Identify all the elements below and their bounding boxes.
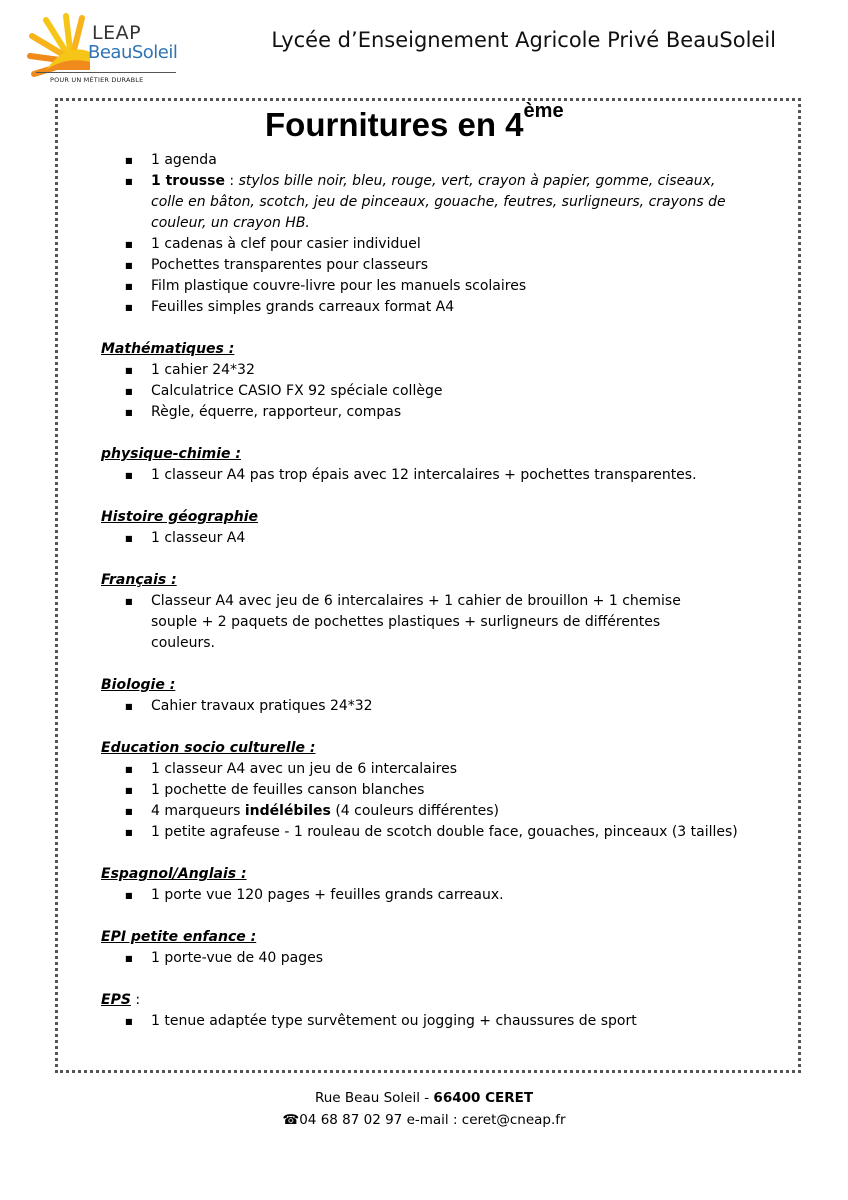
list-item-trousse <box>101 171 761 234</box>
francais-list <box>101 591 761 654</box>
footer-contact <box>0 1112 848 1128</box>
contact-line: 04 68 87 02 97 e-mail : ceret@cneap.fr <box>299 1112 566 1128</box>
section-title-langues: Espagnol/Anglais : <box>101 866 247 882</box>
trousse-contents: stylos bille noir, bleu, rouge, vert, crayon à papier, gomme, ciseaux, colle en bâton, scotch, jeu de pinceaux, gouache, feutres, surligneurs, crayons de couleur, un crayon HB. <box>151 173 726 231</box>
list-item: ■ 1 pochette de feuilles canson blanches <box>101 780 761 801</box>
maths-list <box>101 360 761 423</box>
section-title-histoire: Histoire géographie <box>101 509 259 525</box>
esc-list <box>101 759 761 843</box>
marqueurs-text: 4 marqueurs indélébiles (4 couleurs différentes) <box>151 803 499 819</box>
list-item: ■ Pochettes transparentes pour classeurs <box>101 255 761 276</box>
section-title-francais: Français : <box>101 572 177 588</box>
epi-list <box>101 948 761 969</box>
list-item: ■ 1 porte-vue de 40 pages <box>101 948 761 969</box>
list-item: ■ Règle, équerre, rapporteur, compas <box>101 402 761 423</box>
trousse-colon: : <box>224 173 239 189</box>
list-item: ■ 1 agenda <box>101 150 761 171</box>
general-list <box>101 150 761 318</box>
logo-divider <box>36 72 176 73</box>
logo-tagline: POUR UN MÉTIER DURABLE <box>50 76 144 84</box>
supplies-list <box>101 150 761 1032</box>
list-item: ■ 1 tenue adaptée type survêtement ou jogging + chaussures de sport <box>101 1011 761 1032</box>
footer-address <box>0 1090 848 1106</box>
list-item: ■ 1 classeur A4 <box>101 528 761 549</box>
list-item: ■ 1 cadenas à clef pour casier individuel <box>101 234 761 255</box>
list-item: ■ Cahier travaux pratiques 24*32 <box>101 696 761 717</box>
eps-list <box>101 1011 761 1032</box>
page-title <box>265 100 564 144</box>
section-title-maths: Mathématiques : <box>101 341 235 357</box>
section-title-physique: physique-chimie : <box>101 446 241 462</box>
section-title-esc: Education socio culturelle : <box>101 740 316 756</box>
section-title-epi: EPI petite enfance : <box>101 929 257 945</box>
list-item: ■ 1 classeur A4 avec un jeu de 6 intercalaires <box>101 759 761 780</box>
physique-list <box>101 465 761 486</box>
indelebiles-emphasis: indélébiles <box>244 803 331 819</box>
school-name: Lycée d’Enseignement Agricole Privé BeauSoleil <box>271 28 776 52</box>
histoire-list <box>101 528 761 549</box>
list-item-marqueurs <box>101 801 761 822</box>
list-item: ■ Film plastique couvre-livre pour les manuels scolaires <box>101 276 761 297</box>
list-item: ■ 1 classeur A4 pas trop épais avec 12 intercalaires + pochettes transparentes. <box>101 465 761 486</box>
address-street: Rue Beau Soleil - <box>314 1090 434 1106</box>
list-item: ■ 1 cahier 24*32 <box>101 360 761 381</box>
title-main: Fournitures en 4 <box>265 106 524 143</box>
address-city: 66400 CERET <box>433 1090 534 1106</box>
trousse-label: 1 trousse <box>151 173 225 189</box>
biologie-list <box>101 696 761 717</box>
list-item: ■ Feuilles simples grands carreaux format A4 <box>101 297 761 318</box>
list-item: ■ 1 petite agrafeuse - 1 rouleau de scotch double face, gouaches, pinceaux (3 tailles) <box>101 822 761 843</box>
list-item: ■ Classeur A4 avec jeu de 6 intercalaires + 1 cahier de brouillon + 1 chemise souple + 2 paquets de pochettes plastiques + surligneurs de différentes couleurs. <box>101 591 761 654</box>
list-item: ■ 1 porte vue 120 pages + feuilles grands carreaux. <box>101 885 761 906</box>
logo-beausoleil-text: BeauSoleil <box>88 42 178 63</box>
logo-leap-text: LEAP <box>92 22 142 44</box>
title-superscript: ème <box>523 100 564 122</box>
section-title-eps: EPS <box>101 992 131 1008</box>
langues-list <box>101 885 761 906</box>
list-item: ■ Calculatrice CASIO FX 92 spéciale collège <box>101 381 761 402</box>
section-heading-eps <box>101 990 761 1011</box>
phone-icon: ☎ <box>282 1112 300 1128</box>
eps-title-suffix: : <box>130 992 141 1008</box>
section-title-biologie: Biologie : <box>101 677 176 693</box>
